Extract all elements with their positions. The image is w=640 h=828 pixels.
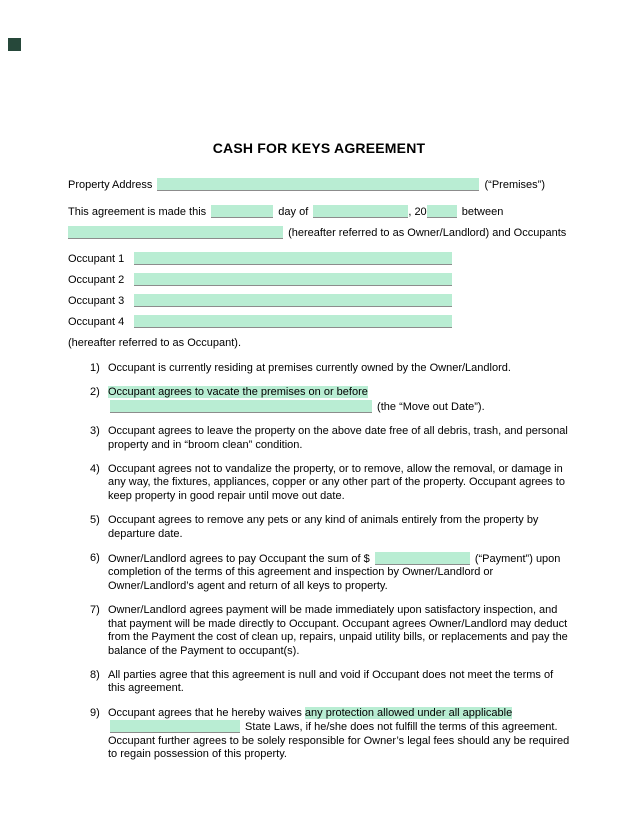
clause-number: 1) (90, 362, 100, 374)
clause-text (108, 514, 570, 541)
clause-number: 5) (90, 514, 100, 527)
owner-landlord-line (68, 226, 570, 240)
occupant-name-field[interactable] (134, 252, 452, 265)
corner-marker (8, 38, 21, 51)
occupant-row (68, 273, 570, 287)
day-field[interactable] (211, 205, 273, 218)
payment-amount-field[interactable] (375, 552, 470, 565)
clause-item (90, 552, 570, 593)
move-out-date-field[interactable] (110, 400, 372, 413)
occupants-list (68, 252, 570, 329)
state-field[interactable] (110, 720, 240, 733)
clause-item (90, 386, 570, 414)
made-this-text: This agreement is made this (68, 206, 207, 218)
clause-text (108, 463, 570, 503)
clause-item (90, 707, 570, 762)
clause-text (108, 362, 570, 375)
clause-text (108, 386, 570, 414)
clause-text (108, 669, 570, 696)
owner-landlord-name-field[interactable] (68, 226, 283, 239)
month-field[interactable] (313, 205, 408, 218)
occupant-note: (hereafter referred to as Occupant). (68, 337, 242, 349)
clause-number: 9) (90, 706, 100, 719)
occupant-name-field[interactable] (134, 273, 452, 286)
occupant-row (68, 315, 570, 329)
occupant-name-field[interactable] (134, 315, 452, 328)
clause-item (90, 362, 570, 375)
owner-suffix-text: (hereafter referred to as Owner/Landlord) and Occupants (288, 227, 567, 239)
occupant-label: Occupant 4 (68, 316, 125, 328)
clause-text-segment: Occupant agrees that he hereby waives (108, 706, 305, 719)
occupant-label: Occupant 3 (68, 295, 125, 307)
clause-item (90, 425, 570, 452)
clause-number: 3) (90, 425, 100, 438)
clause-number: 7) (90, 604, 100, 617)
clause-text-segment: Occupant is currently residing at premises currently owned by the Owner/Landlord. (108, 362, 511, 374)
occupant-label: Occupant 1 (68, 253, 125, 265)
occupant-row (68, 252, 570, 266)
agreement-date-line (68, 205, 570, 219)
highlighted-text: any protection allowed under all applicable (304, 706, 513, 719)
clause-text-segment: Occupant agrees to remove any pets or any kind of animals entirely from the property by departure date. (108, 514, 539, 540)
clause-item (90, 514, 570, 541)
year-prefix-text: , 20 (408, 206, 427, 218)
clause-number: 8) (90, 668, 100, 681)
clause-item (90, 669, 570, 696)
clause-item (90, 604, 570, 658)
clause-text-segment: Owner/Landlord agrees payment will be made immediately upon satisfactory inspection, and that payment will be made directly to Occupant. Occupant agrees Owner/Landlord may deduct from the Payment the cost of clean up, repairs, unpaid utility bills, or replacements and pay the balance of the Payment to occupant(s). (108, 604, 568, 657)
year-field[interactable] (427, 205, 457, 218)
clause-item (90, 463, 570, 503)
clauses-list (90, 362, 570, 761)
property-address-label: Property Address (68, 179, 153, 191)
property-address-field[interactable] (157, 178, 479, 191)
clause-text (108, 425, 570, 452)
clause-text-segment: Occupant agrees not to vandalize the property, or to remove, allow the removal, or damage in any way, the fixtures, appliances, copper or any other part of the property. Occupant agrees to keep property in good repair until move out date. (108, 463, 565, 502)
premises-suffix: (“Premises”) (484, 179, 545, 191)
clause-text (108, 552, 570, 593)
clause-text-segment: State Laws, if he/she does not fulfill the terms of this agreement. (242, 721, 558, 734)
clause-text (108, 604, 570, 658)
clause-text-segment: (“Payment”) upon completion of the terms of this agreement and inspection by Owner/Landlord or Owner/Landlord’s agent and return of all keys to property. (108, 553, 561, 592)
clause-number: 2) (90, 386, 100, 399)
property-address-line (68, 178, 570, 192)
occupant-label: Occupant 2 (68, 274, 125, 286)
clause-number: 4) (90, 463, 100, 476)
clause-number: 6) (90, 552, 100, 565)
document-title: CASH FOR KEYS AGREEMENT (212, 140, 426, 156)
clause-text-segment: Occupant agrees to leave the property on the above date free of all debris, trash, and personal property and in “broom clean” condition. (108, 425, 568, 451)
clause-text-segment: Occupant further agrees to be solely responsible for Owner’s legal fees should any be required to regain possession of this property. (108, 734, 570, 760)
highlighted-text: Occupant agrees to vacate the premises on or before (108, 386, 368, 399)
day-of-text: day of (278, 206, 309, 218)
clause-text-segment: (the “Move out Date”). (374, 400, 485, 413)
between-text: between (461, 206, 504, 218)
occupant-row (68, 294, 570, 308)
clause-text-segment: All parties agree that this agreement is null and void if Occupant does not meet the terms of this agreement. (108, 668, 554, 695)
occupant-name-field[interactable] (134, 294, 452, 307)
clause-text-segment: Owner/Landlord agrees to pay Occupant the sum of $ (108, 553, 373, 566)
clause-text (108, 707, 570, 762)
